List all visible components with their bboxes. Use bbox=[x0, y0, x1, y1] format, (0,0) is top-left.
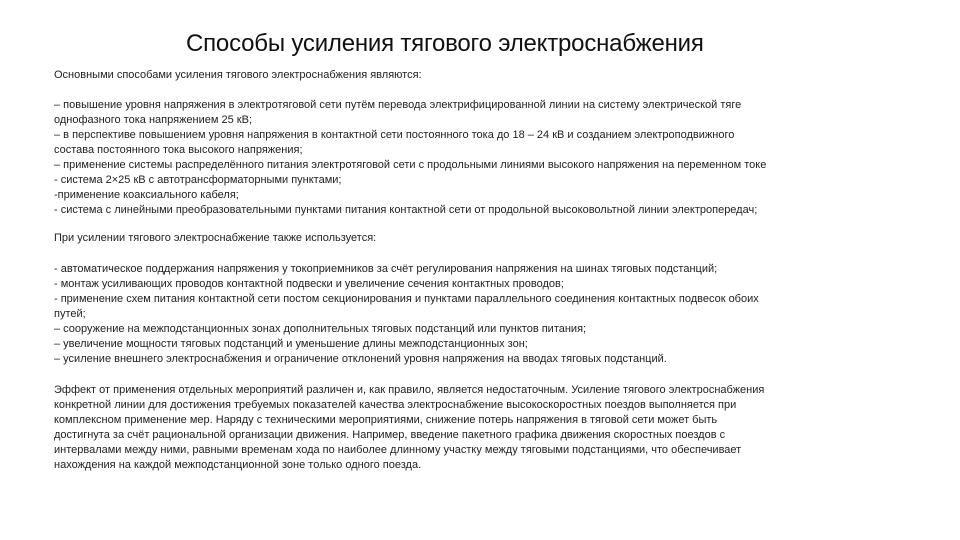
also-line: – увеличение мощности тяговых подстанций и уменьшение длины межподстанционных зон; bbox=[54, 338, 528, 350]
also-line: – сооружение на межподстанционных зонах дополнительных тяговых подстанций или пунктов питания; bbox=[54, 323, 587, 335]
slide-body bbox=[54, 68, 894, 473]
effect-line: комплексном применение мер. Наряду с техническими мероприятиями, снижение потерь напряжения в тяговой сети может быть bbox=[54, 414, 718, 426]
methods-list bbox=[54, 98, 894, 218]
effect-line: нахождения на каждой межподстанционной зоне только одного поезда. bbox=[54, 459, 422, 471]
effect-paragraph bbox=[54, 383, 894, 473]
methods-line: состава постоянного тока высокого напряжения; bbox=[54, 144, 303, 156]
spacer bbox=[54, 246, 894, 262]
methods-line: - система с линейными преобразовательными пунктами питания контактной сети от продольной высоковольтной линии электропередач; bbox=[54, 204, 758, 216]
spacer bbox=[54, 83, 894, 98]
also-line: путей; bbox=[54, 308, 86, 320]
effect-line: конкретной линии для достижения требуемых показателей качества электроснабжение высокоскоростных поездов выполняется при bbox=[54, 399, 737, 411]
methods-line: однофазного тока напряжением 25 кВ; bbox=[54, 114, 252, 126]
spacer bbox=[54, 367, 894, 383]
methods-line: -применение коаксиального кабеля; bbox=[54, 189, 239, 201]
also-intro-text: При усилении тягового электроснабжение также используется: bbox=[54, 232, 377, 244]
methods-line: - система 2×25 кВ с автотрансформаторными пунктами; bbox=[54, 174, 342, 186]
effect-line: интервалами между ними, равными временам хода по наиболее длинному участку между тяговыми подстанциями, что обеспечивает bbox=[54, 444, 742, 456]
slide-title: Способы усиления тягового электроснабжения bbox=[186, 30, 704, 57]
methods-line: – в перспективе повышением уровня напряжения в контактной сети постоянного тока до 18 – 24 кВ и созданием электроподвижного bbox=[54, 129, 735, 141]
effect-line: Эффект от применения отдельных мероприятий различен и, как правило, является недостаточным. Усиление тягового электроснабжения bbox=[54, 384, 765, 396]
methods-line: – повышение уровня напряжения в электротяговой сети путём перевода электрифицированной линии на систему электрической тяге bbox=[54, 99, 742, 111]
also-line: - автоматическое поддержания напряжения у токоприемников за счёт регулирования напряжения на шинах тяговых подстанций; bbox=[54, 263, 718, 275]
intro-text: Основными способами усиления тягового электроснабжения являются: bbox=[54, 69, 422, 81]
methods-line: – применение системы распределённого питания электротяговой сети с продольными линиями высокого напряжения на переменном токе bbox=[54, 159, 767, 171]
also-line: - применение схем питания контактной сети постом секционирования и пунктами параллельного соединения контактных подвесок обоих bbox=[54, 293, 759, 305]
also-line: – усиление внешнего электроснабжения и ограничение отклонений уровня напряжения на вводах тяговых подстанций. bbox=[54, 353, 667, 365]
also-list bbox=[54, 262, 894, 367]
effect-line: достигнута за счёт рациональной организации движения. Например, введение пакетного графика движения скоростных поездов с bbox=[54, 429, 726, 441]
also-line: - монтаж усиливающих проводов контактной подвески и увеличение сечения контактных проводов; bbox=[54, 278, 564, 290]
spacer bbox=[54, 218, 894, 231]
